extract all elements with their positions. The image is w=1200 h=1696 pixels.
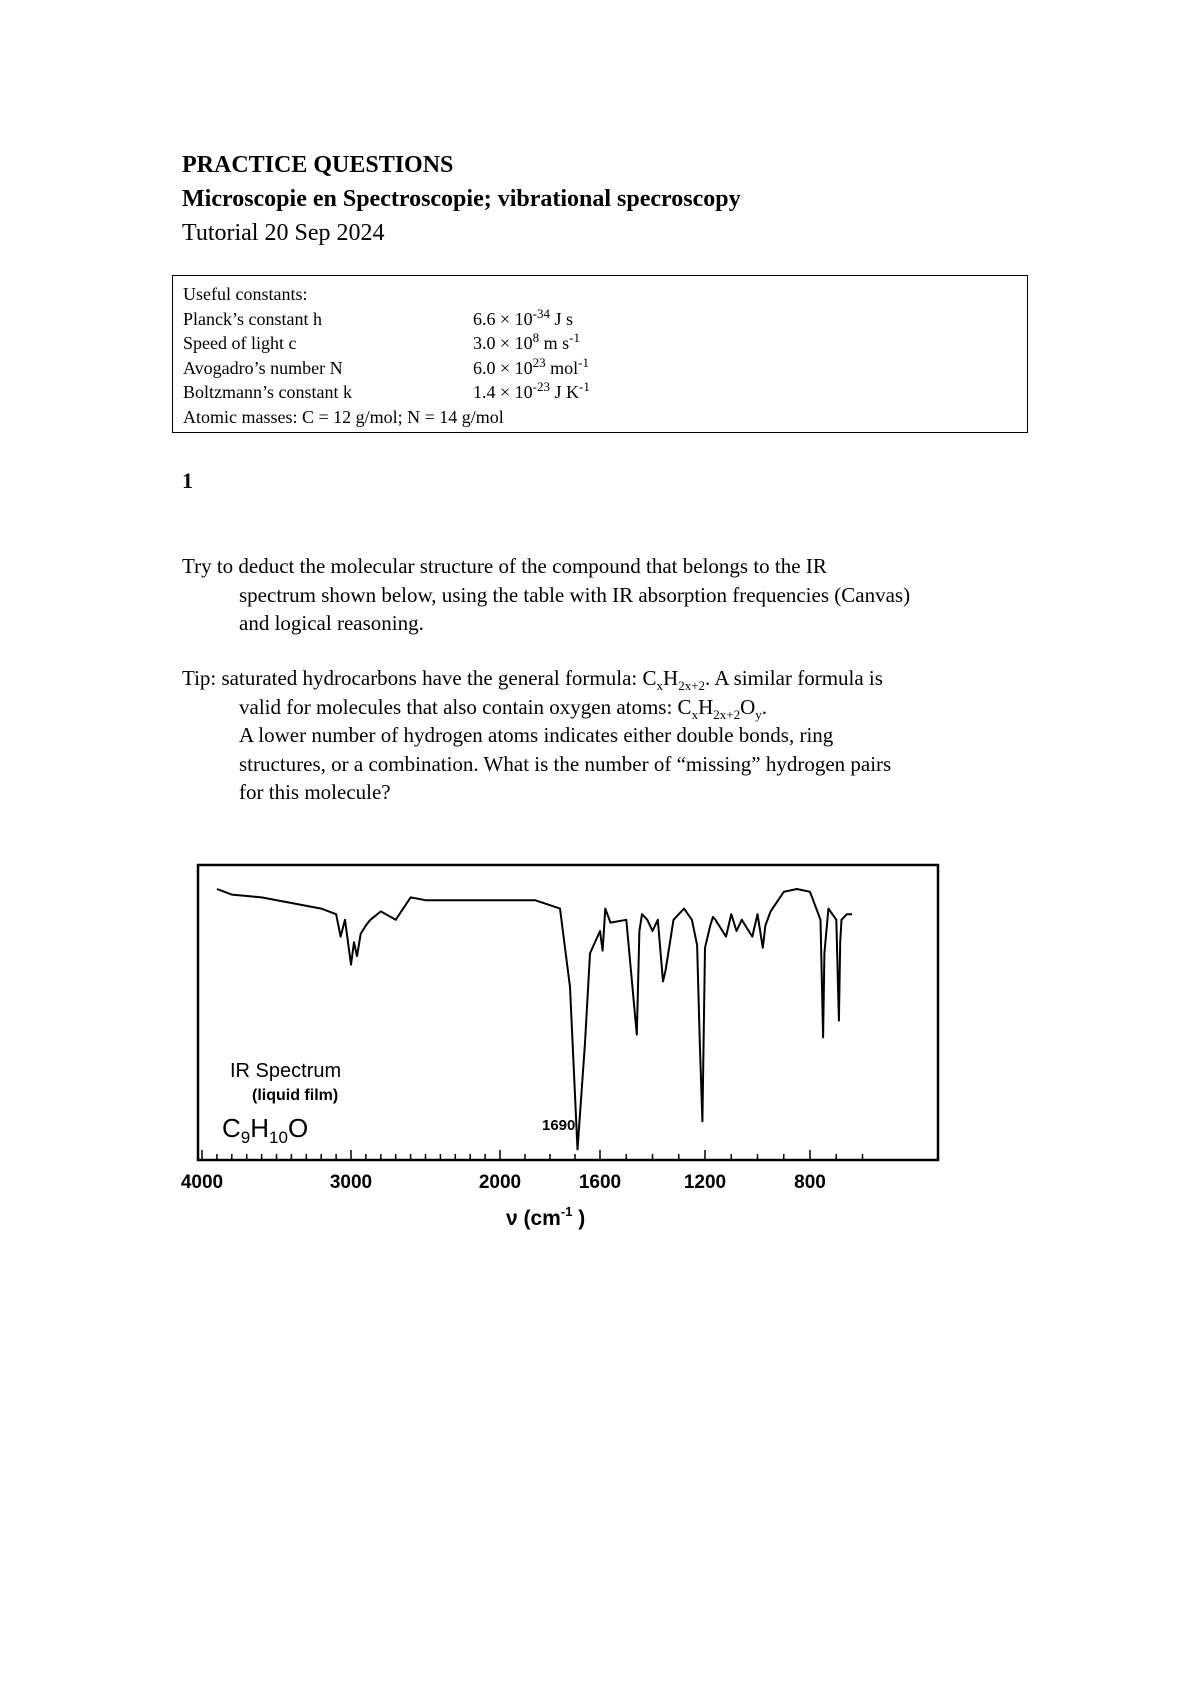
- tip-line: valid for molecules that also contain oxygen atoms: $C_xH_{2x+2}O_y$.: [239, 694, 768, 722]
- plot-frame: [198, 865, 938, 1160]
- constant-row-avogadro: [183, 356, 1017, 381]
- constants-box: [172, 275, 1028, 433]
- tick-marks: [202, 1150, 863, 1160]
- x-tick-label: 4000: [180, 1172, 224, 1193]
- document-subtitle: Microscopie en Spectroscopie; vibrational specroscopy: [182, 186, 741, 212]
- question-line: Try to deduct the molecular structure of the compound that belongs to the IR: [182, 554, 827, 578]
- question-number: 1: [182, 468, 193, 493]
- tip-line: A lower number of hydrogen atoms indicates either double bonds, ring: [239, 723, 834, 747]
- title-block: [182, 148, 741, 250]
- spectrum-trace: [217, 889, 852, 1149]
- x-axis-label: ν ($cm^{-1}$ ): [506, 1204, 586, 1230]
- x-tick-label: 800: [794, 1172, 826, 1193]
- constant-label: Speed of light c: [183, 333, 297, 353]
- document-date: Tutorial 20 Sep 2024: [182, 220, 385, 246]
- tip-line: for this molecule?: [239, 780, 391, 804]
- constant-row-boltzmann: [183, 380, 1017, 405]
- x-tick-label: 1200: [683, 1172, 727, 1193]
- x-tick-label: 1600: [578, 1172, 622, 1193]
- x-tick-label: 3000: [329, 1172, 373, 1193]
- constant-value: $3.0 \times 10^8$ m $s^{-1}$: [473, 330, 581, 353]
- tip-line: structures, or a combination. What is the number of “missing” hydrogen pairs: [239, 751, 892, 776]
- ir-spectrum-figure: [180, 855, 950, 1235]
- constant-label: Avogadro’s number N: [183, 357, 343, 378]
- x-tick-labels: [181, 1172, 826, 1193]
- tip-paragraph: [182, 664, 1042, 807]
- question-paragraph: [182, 552, 1042, 638]
- tip-line: Tip: saturated hydrocarbons have the general formula: $C_xH_{2x+2}$. A similar formula is: [182, 666, 883, 694]
- atomic-masses: Atomic masses: C = 12 g/mol; N = 14 g/mol: [183, 406, 504, 427]
- constant-value: $6.6 \times 10^{-34}$ J s: [473, 305, 574, 329]
- constant-row-speed-of-light: [183, 331, 1017, 356]
- peak-label: 1690: [542, 1117, 576, 1134]
- constants-heading: Useful constants:: [183, 284, 308, 304]
- question-line: and logical reasoning.: [239, 611, 424, 635]
- question-line: spectrum shown below, using the table with IR absorption frequencies (Canvas): [239, 582, 911, 607]
- x-tick-label: 2000: [478, 1172, 522, 1193]
- ir-spectrum-chart: [180, 855, 950, 1235]
- constant-label: Boltzmann’s constant k: [183, 382, 352, 402]
- constant-value: $6.0 \times 10^{23}$ mol$^{-1}$: [473, 354, 590, 378]
- constant-row-planck: [183, 307, 1017, 332]
- molecular-formula: $C_9H_{10}O$: [222, 1113, 309, 1147]
- spectrum-subtitle: (liquid film): [252, 1087, 339, 1104]
- spectrum-title: IR Spectrum: [230, 1060, 342, 1082]
- constant-label: Planck’s constant h: [183, 308, 322, 329]
- document-title: PRACTICE QUESTIONS: [182, 152, 454, 178]
- constant-value: $1.4 \times 10^{-23}$ J $K^{-1}$: [473, 379, 590, 402]
